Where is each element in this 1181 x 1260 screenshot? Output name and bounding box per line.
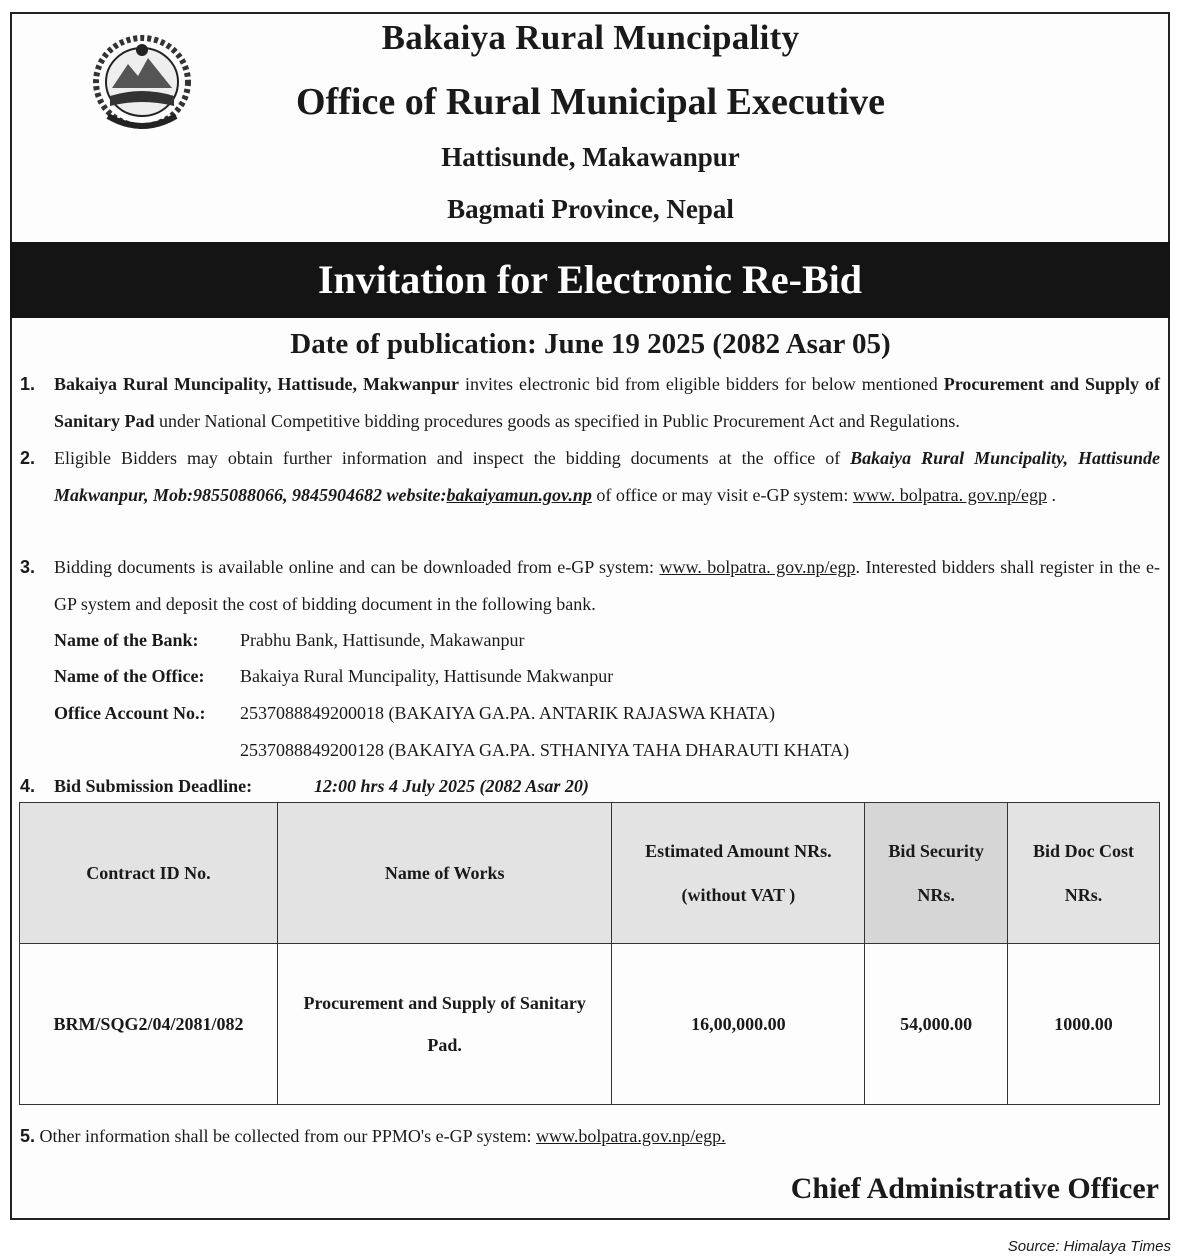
cell-works: Procurement and Supply of Sanitary Pad.: [277, 944, 612, 1105]
header-cost-line2: NRs.: [1064, 885, 1103, 905]
account-label: Office Account No.:: [54, 703, 206, 723]
header-security-line2: NRs.: [917, 885, 955, 905]
source-credit: Source: Himalaya Times: [1007, 1238, 1171, 1255]
bank-value: Prabhu Bank, Hattisunde, Makawanpur: [240, 630, 525, 650]
cell-security: 54,000.00: [865, 944, 1008, 1105]
item-1-lead: Bakaiya Rural Muncipality, Hattisude, Makwanpur: [54, 374, 459, 394]
header-works: Name of Works: [277, 803, 612, 944]
egp-link[interactable]: www. bolpatra. gov.np/egp: [852, 485, 1047, 505]
egp-link[interactable]: www.bolpatra.gov.np/egp.: [536, 1126, 726, 1146]
header-contract-id: Contract ID No.: [20, 803, 278, 944]
item-2-contact: Bakaiya Rural Muncipality, Hattisunde Makwanpur, Mob:9855088066, 9845904682 website:: [54, 448, 1160, 505]
item-5-text: [20, 1126, 726, 1147]
header-amount: [612, 803, 865, 944]
item-3-text-b: . Interested bidders shall register in the e-GP system and deposit the cost of bidding document in the following bank.: [54, 557, 1161, 614]
header-cost: [1008, 803, 1160, 944]
item-1-text: [54, 366, 1160, 440]
office-location: Hattisunde, Makawanpur: [441, 142, 740, 172]
deadline-value: 12:00 hrs 4 July 2025 (2082 Asar 20): [314, 776, 589, 796]
website-link[interactable]: bakaiyamun.gov.np: [446, 485, 592, 505]
account-number-1: 2537088849200018 (BAKAIYA GA.PA. ANTARIK RAJASWA KHATA): [240, 703, 775, 723]
cell-amount: 16,00,000.00: [612, 944, 865, 1105]
signatory-title: Chief Administrative Officer: [790, 1172, 1159, 1205]
egp-link[interactable]: www. bolpatra. gov.np/egp: [659, 557, 856, 577]
cell-contract-id: BRM/SQG2/04/2081/082: [20, 944, 278, 1105]
item-2-text-c: .: [1046, 485, 1056, 505]
account-number-2: 2537088849200128 (BAKAIYA GA.PA. STHANIYA TAHA DHARAUTI KHATA): [240, 740, 850, 760]
header-amount-line2: (without VAT ): [681, 885, 796, 905]
header-security: [865, 803, 1008, 944]
item-1-text-a: invites electronic bid from eligible bidders for below mentioned: [459, 374, 944, 394]
municipality-name: Bakaiya Rural Muncipality: [381, 18, 800, 57]
deadline-label: Bid Submission Deadline:: [54, 776, 253, 796]
table-row: [20, 944, 1160, 1105]
item-1-text-b: under National Competitive bidding procedures goods as specified in Public Procurement Act and Regulations.: [154, 411, 960, 431]
item-number: 1.: [20, 374, 36, 394]
bid-table: [19, 802, 1160, 1105]
office-province: Bagmati Province, Nepal: [447, 194, 734, 224]
item-5-text-a: Other information shall be collected from our PPMO's e-GP system:: [39, 1126, 537, 1146]
office-name: Office of Rural Municipal Executive: [296, 81, 885, 123]
office-value: Bakaiya Rural Muncipality, Hattisunde Makwanpur: [240, 666, 614, 686]
item-number: 2.: [20, 448, 36, 468]
header-security-line1: Bid Security: [888, 841, 984, 861]
header-amount-line1: Estimated Amount NRs.: [645, 841, 832, 861]
office-label: Name of the Office:: [54, 666, 205, 686]
item-number: 5.: [20, 1126, 36, 1146]
header-cost-line1: Bid Doc Cost: [1033, 841, 1135, 861]
bank-label: Name of the Bank:: [54, 630, 199, 650]
item-number: 4.: [20, 776, 36, 796]
item-number: 3.: [20, 557, 36, 577]
item-2-text-a: Eligible Bidders may obtain further information and inspect the bidding documents at the office of: [54, 448, 851, 468]
table-header-row: [20, 803, 1160, 944]
notice-title-banner: Invitation for Electronic Re-Bid: [10, 242, 1170, 318]
cell-cost: 1000.00: [1008, 944, 1160, 1105]
publication-date: Date of publication: June 19 2025 (2082 Asar 05): [290, 328, 891, 360]
item-1-subject: Procurement and Supply of Sanitary Pad: [54, 374, 1161, 431]
item-3-text: [54, 549, 1160, 623]
item-3-text-a: Bidding documents is available online and can be downloaded from e-GP system:: [54, 557, 660, 577]
item-2-text: [54, 440, 1160, 514]
item-2-text-b: of office or may visit e-GP system:: [591, 485, 853, 505]
